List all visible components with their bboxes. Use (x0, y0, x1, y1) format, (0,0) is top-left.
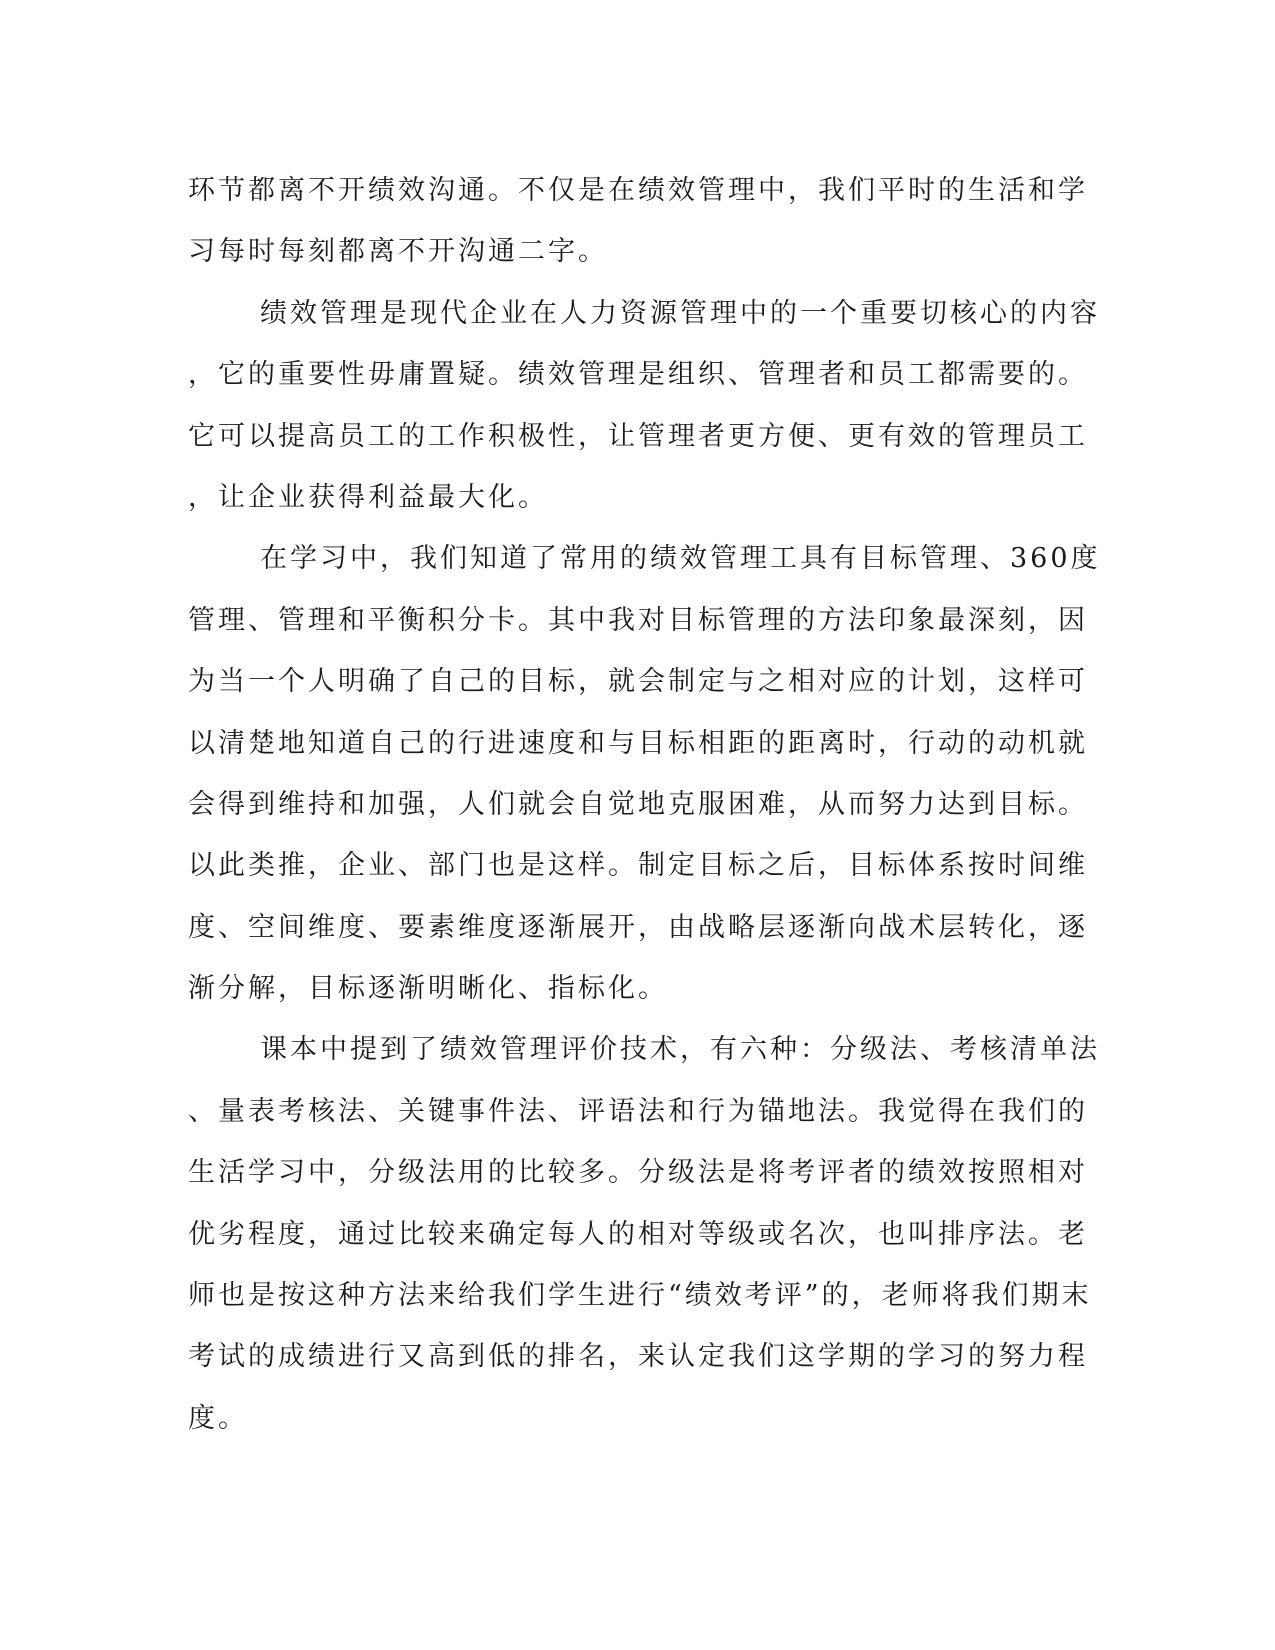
text-line: 习每时每刻都离不开沟通二字。 (188, 236, 608, 268)
text-line: 它可以提高员工的工作积极性，让管理者更方便、更有效的管理员工 (188, 420, 1088, 452)
text-line: 优劣程度，通过比较来确定每人的相对等级或名次，也叫排序法。老 (188, 1218, 1088, 1250)
paragraph-3 (188, 528, 1101, 1019)
text-line: 、量表考核法、关键事件法、评语法和行为锚地法。我觉得在我们的 (188, 1095, 1088, 1127)
text-line: 在学习中，我们知道了常用的绩效管理工具有目标管理、360度 (260, 543, 1101, 575)
text-line: ，让企业获得利益最大化。 (188, 481, 548, 513)
text-line: 课本中提到了绩效管理评价技术，有六种：分级法、考核清单法 (260, 1034, 1100, 1066)
text-line: 以清楚地知道自己的行进速度和与目标相距的距离时，行动的动机就 (188, 727, 1088, 759)
text-line: 师也是按这种方法来给我们学生进行“绩效考评”的，老师将我们期末 (188, 1280, 1092, 1312)
text-line: 以此类推，企业、部门也是这样。制定目标之后，目标体系按时间维 (188, 850, 1088, 882)
text-line: 考试的成绩进行又高到低的排名，来认定我们这学期的学习的努力程 (188, 1341, 1088, 1373)
text-line: ，它的重要性毋庸置疑。绩效管理是组织、管理者和员工都需要的。 (188, 359, 1088, 391)
text-line: 度、空间维度、要素维度逐渐展开，由战略层逐渐向战术层转化，逐 (188, 911, 1088, 943)
text-line: 度。 (188, 1402, 248, 1434)
text-line: 绩效管理是现代企业在人力资源管理中的一个重要切核心的内容 (260, 297, 1100, 329)
paragraph-1 (188, 160, 1088, 283)
text-line: 会得到维持和加强，人们就会自觉地克服困难，从而努力达到目标。 (188, 788, 1088, 820)
document-body (188, 160, 1101, 1449)
paragraph-2 (188, 283, 1100, 529)
text-line: 渐分解，目标逐渐明晰化、指标化。 (188, 973, 668, 1005)
text-line: 为当一个人明确了自己的目标，就会制定与之相对应的计划，这样可 (188, 666, 1088, 698)
paragraph-4 (188, 1019, 1100, 1449)
text-line: 环节都离不开绩效沟通。不仅是在绩效管理中，我们平时的生活和学 (188, 175, 1088, 206)
text-line: 管理、管理和平衡积分卡。其中我对目标管理的方法印象最深刻，因 (188, 604, 1088, 636)
text-line: 生活学习中，分级法用的比较多。分级法是将考评者的绩效按照相对 (188, 1157, 1088, 1189)
